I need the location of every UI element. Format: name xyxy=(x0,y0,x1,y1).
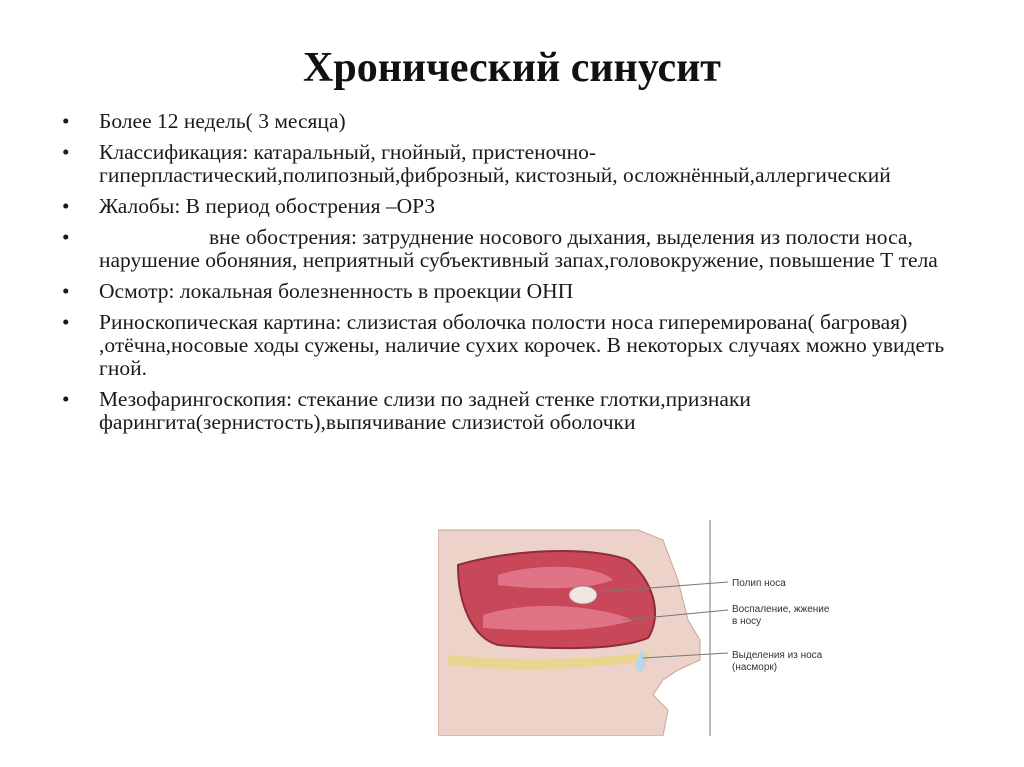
label-discharge-line1: Выделения из носа xyxy=(732,650,823,661)
bullet-item xyxy=(62,388,962,434)
bullet-item xyxy=(62,195,962,218)
bullet-item xyxy=(62,280,962,303)
bullet-item xyxy=(62,141,962,187)
bullet-text: Классификация: катаральный, гнойный, пристеночно-гиперпластический,полипозный,фиброзный, кистозный, осложнённый,аллергический xyxy=(99,140,891,187)
bullet-dot: • xyxy=(62,109,70,133)
bullet-dot: • xyxy=(62,387,70,411)
label-inflammation-line1: Воспаление, жжение xyxy=(732,604,830,615)
bullet-list xyxy=(62,110,962,442)
bullet-dot: • xyxy=(62,310,70,334)
bullet-item xyxy=(62,110,962,133)
bullet-text: Более 12 недель( 3 месяца) xyxy=(99,109,346,133)
bullet-item xyxy=(62,311,962,380)
polyp-shape xyxy=(569,586,597,604)
bullet-text: вне обострения: затруднение носового дыхания, выделения из полости носа, нарушение обоняния, неприятный субъективный запах,головокружение, повышение Т тела xyxy=(99,225,938,272)
slide-title: Хронический синусит xyxy=(303,45,721,91)
bullet-text: Осмотр: локальная болезненность в проекции ОНП xyxy=(99,279,574,303)
bullet-dot: • xyxy=(62,279,70,303)
bullet-text: Мезофарингоскопия: стекание слизи по задней стенке глотки,признаки фарингита(зернистость),выпячивание слизистой оболочки xyxy=(99,387,751,434)
label-discharge-line2: (насморк) xyxy=(732,662,778,673)
bullet-dot: • xyxy=(62,194,70,218)
bullet-text: Жалобы: В период обострения –ОРЗ xyxy=(99,194,436,218)
label-polyp: Полип носа xyxy=(732,578,786,589)
bullet-dot: • xyxy=(62,225,70,249)
label-inflammation-line2: в носу xyxy=(732,616,762,627)
nasal-cavity xyxy=(458,551,655,648)
bullet-text: Риноскопическая картина: слизистая оболочка полости носа гиперемирована( багровая) ,отёчна,носовые ходы сужены, наличие сухих корочек. В некоторых случаях можно увидеть гной. xyxy=(99,310,945,380)
nasal-anatomy-illustration xyxy=(438,520,872,736)
bullet-dot: • xyxy=(62,140,70,164)
bullet-item xyxy=(62,226,962,272)
